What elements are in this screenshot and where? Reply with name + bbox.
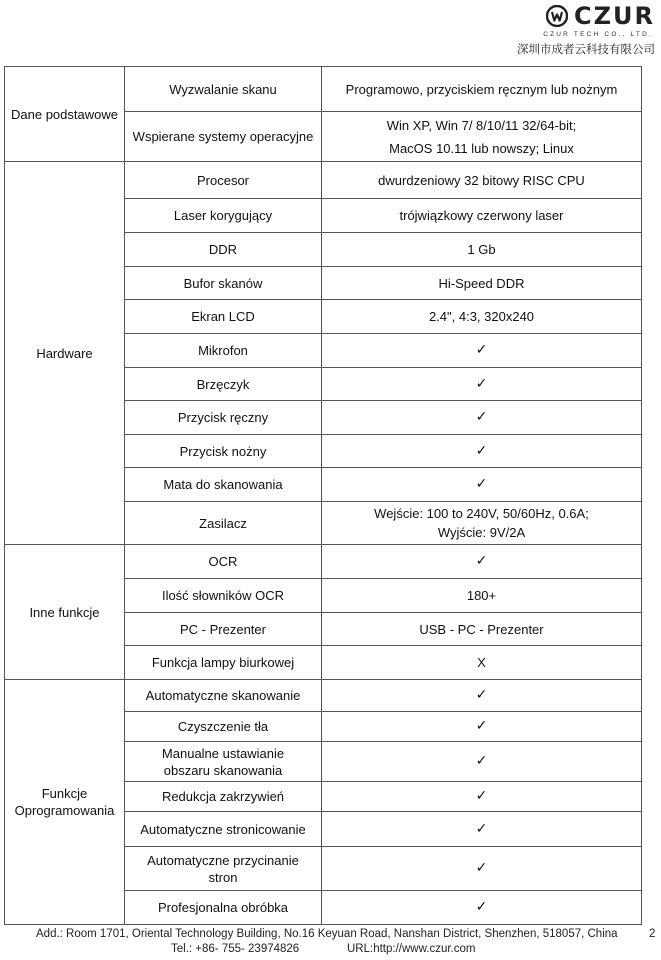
category-cell: Dane podstawowe [5, 67, 125, 162]
check-icon: ✓ [322, 545, 642, 579]
feature-cell: Czyszczenie tła [125, 712, 322, 742]
feature-cell: Wyzwalanie skanu [125, 67, 322, 112]
feature-cell: Ekran LCD [125, 300, 322, 334]
value-line: Win XP, Win 7/ 8/10/11 32/64-bit; MacOS 10.11 lub nowszy; Linux [386, 117, 577, 156]
check-icon: ✓ [322, 891, 642, 925]
feature-cell: DDR [125, 233, 322, 267]
value-cell: trójwiązkowy czerwony laser [322, 199, 642, 233]
value-cell: Hi-Speed DDR [322, 267, 642, 300]
feature-cell: Redukcja zakrzywień [125, 782, 322, 812]
feature-cell: Przycisk ręczny [125, 401, 322, 435]
check-icon: ✓ [322, 680, 642, 712]
feature-cell: Laser korygujący [125, 199, 322, 233]
feature-cell: Wspierane systemy operacyjne [125, 112, 322, 162]
value-cell [322, 502, 642, 545]
czur-logo-icon [546, 5, 568, 27]
value-line: Wejście: 100 to 240V, 50/60Hz, 0.6A; Wyjście: 9V/2A [374, 506, 589, 540]
table-row [5, 680, 642, 712]
feature-label: Automatyczne przycinanie stron [147, 852, 299, 885]
check-icon: ✓ [322, 847, 642, 891]
footer-url: URL:http://www.czur.com [347, 943, 476, 955]
value-cell: X [322, 646, 642, 680]
feature-cell: Automatyczne skanowanie [125, 680, 322, 712]
value-cell: Programowo, przyciskiem ręcznym lub nożnym [322, 67, 642, 112]
page-header [0, 0, 661, 66]
feature-label: Manualne ustawianie obszaru skanowania [161, 745, 285, 778]
feature-cell: Funkcja lampy biurkowej [125, 646, 322, 680]
value-cell: dwurdzeniowy 32 bitowy RISC CPU [322, 162, 642, 199]
table-row [5, 162, 642, 199]
feature-cell [125, 847, 322, 891]
feature-cell: Mikrofon [125, 334, 322, 368]
check-icon: ✓ [322, 334, 642, 368]
check-icon: ✓ [322, 368, 642, 401]
feature-cell: Bufor skanów [125, 267, 322, 300]
feature-cell: Mata do skanowania [125, 468, 322, 502]
feature-cell: PC - Prezenter [125, 613, 322, 646]
category-cell: Inne funkcje [5, 545, 125, 680]
feature-cell: Brzęczyk [125, 368, 322, 401]
check-icon: ✓ [322, 782, 642, 812]
feature-cell: Przycisk nożny [125, 435, 322, 468]
value-cell: 1 Gb [322, 233, 642, 267]
feature-cell: OCR [125, 545, 322, 579]
value-cell [322, 112, 642, 162]
page-number: 2 [649, 928, 656, 940]
table-row [5, 67, 642, 112]
value-cell: 180+ [322, 579, 642, 613]
check-icon: ✓ [322, 468, 642, 502]
feature-cell: Ilość słowników OCR [125, 579, 322, 613]
check-icon: ✓ [322, 401, 642, 435]
feature-cell: Zasilacz [125, 502, 322, 545]
check-icon: ✓ [322, 742, 642, 782]
check-icon: ✓ [322, 712, 642, 742]
company-logo [517, 2, 655, 57]
check-icon: ✓ [322, 812, 642, 847]
check-icon: ✓ [322, 435, 642, 468]
feature-cell: Profesjonalna obróbka [125, 891, 322, 925]
value-cell: USB - PC - Prezenter [322, 613, 642, 646]
value-cell: 2.4", 4:3, 320x240 [322, 300, 642, 334]
category-cell: Hardware [5, 162, 125, 545]
category-cell [5, 680, 125, 925]
logo-subtitle: CZUR TECH CO., LTD. [543, 31, 653, 38]
company-name-cn: 深圳市成者云科技有限公司 [517, 44, 655, 56]
feature-cell [125, 742, 322, 782]
footer-address: Add.: Room 1701, Oriental Technology Building, No.16 Keyuan Road, Nanshan District, Shenzhen, 518057, China [36, 928, 618, 940]
footer-phone: Tel.: +86- 755- 23974826 [171, 943, 300, 955]
logo-wordmark: CZUR [574, 2, 655, 30]
spec-table [4, 66, 642, 925]
feature-cell: Automatyczne stronicowanie [125, 812, 322, 847]
feature-cell: Procesor [125, 162, 322, 199]
category-label: Funkcje Oprogramowania [14, 786, 115, 818]
table-row [5, 545, 642, 579]
